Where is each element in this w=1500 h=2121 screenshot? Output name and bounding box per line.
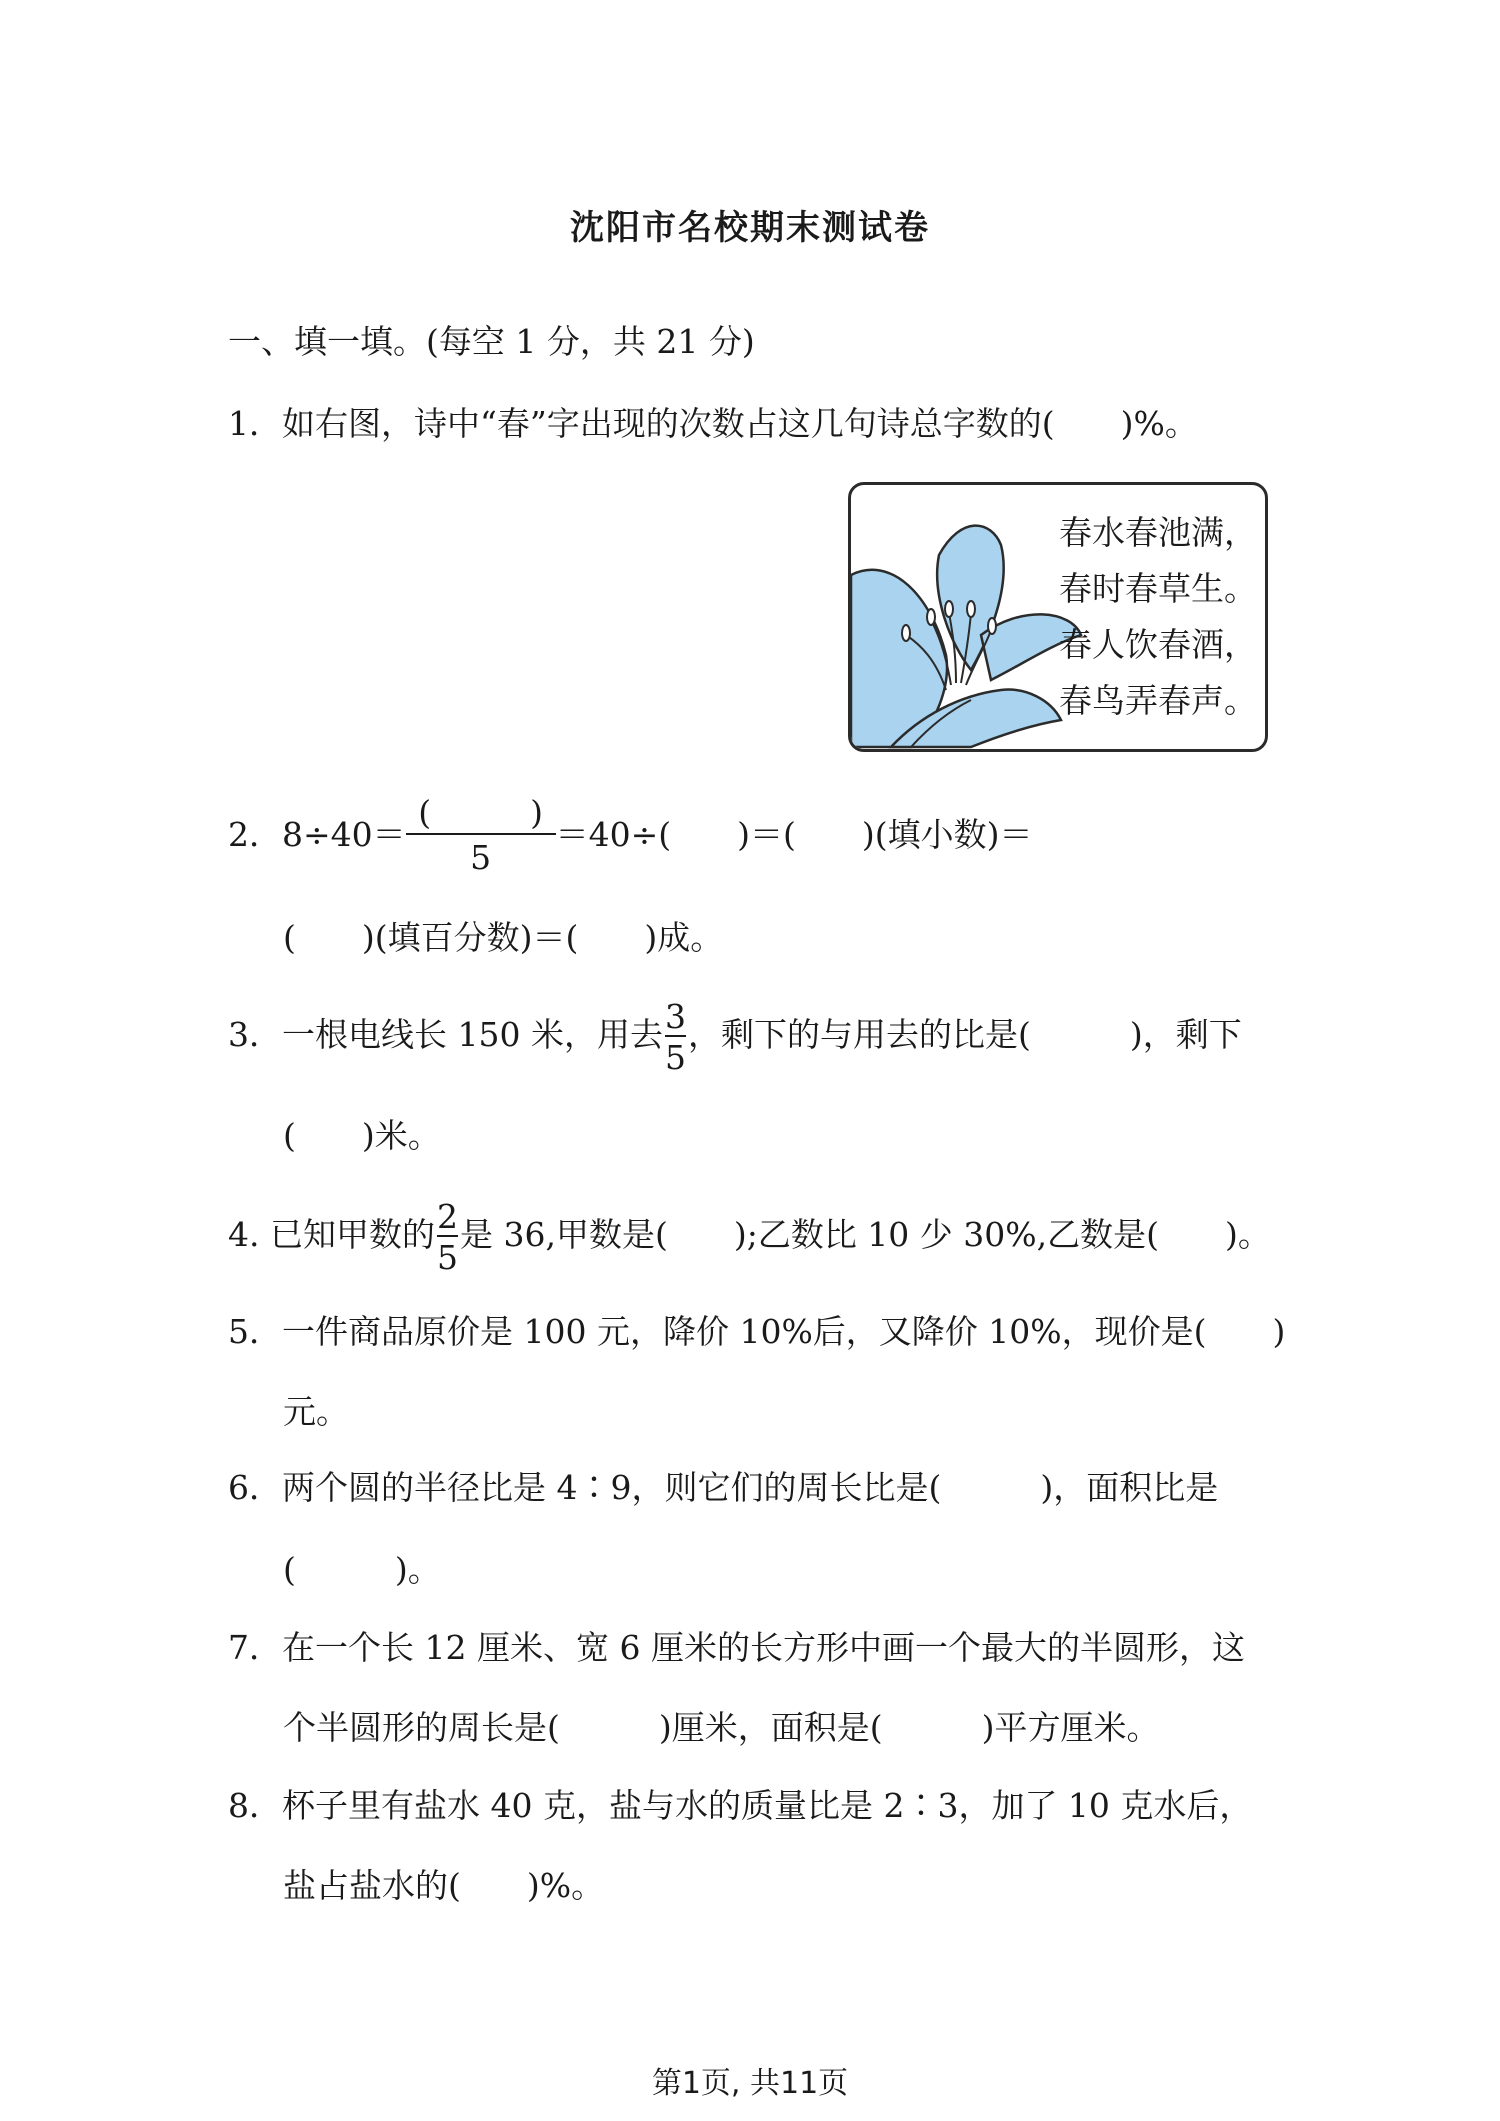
question-6-line-2: ( )。: [283, 1550, 441, 1589]
question-5-line-2: 元。: [283, 1392, 349, 1431]
question-6: 6．两个圆的半径比是 4∶9，则它们的周长比是( )，面积比是: [228, 1468, 1219, 1507]
question-7-line-2: 个半圆形的周长是( )厘米，面积是( )平方厘米。: [283, 1708, 1160, 1747]
q3-fraction-numerator: 3: [664, 997, 686, 1036]
question-8: 8．杯子里有盐水 40 克，盐与水的质量比是 2∶3，加了 10 克水后，: [228, 1786, 1253, 1825]
q2-fraction-numerator: ( ): [418, 793, 544, 832]
q4-fraction: [436, 1197, 458, 1277]
q4-text-a: 4. 已知甲数的: [228, 1215, 435, 1254]
q2-text-b: ＝40÷( )＝( )(填小数)＝: [555, 815, 1033, 854]
q3-fraction-denominator: 5: [665, 1035, 686, 1074]
poem-line: 春水春池满，: [1059, 513, 1257, 552]
q2-text-a: 2．8÷40＝: [228, 815, 406, 854]
question-7: 7．在一个长 12 厘米、宽 6 厘米的长方形中画一个最大的半圆形，这: [228, 1628, 1245, 1667]
question-5: 5．一件商品原价是 100 元，降价 10%后，又降价 10%，现价是( ): [228, 1312, 1286, 1351]
q2-fraction-denominator: 5: [406, 833, 556, 881]
q3-text-a: 3．一根电线长 150 米，用去: [228, 1015, 663, 1054]
q3-fraction: [664, 997, 686, 1077]
question-3: [228, 997, 1242, 1077]
section-heading: 一、填一填。(每空 1 分，共 21 分): [228, 322, 755, 361]
question-8-line-2: 盐占盐水的( )%。: [283, 1866, 605, 1905]
poem-line: 春时春草生。: [1059, 569, 1257, 608]
poem-line: 春鸟弄春声。: [1059, 681, 1257, 720]
q4-text-b: 是 36,甲数是( );乙数比 10 少 30%,乙数是( )。: [459, 1215, 1271, 1254]
question-3-line-2: ( )米。: [283, 1116, 441, 1155]
q4-fraction-numerator: 2: [436, 1197, 458, 1236]
question-4: [228, 1197, 1271, 1277]
question-2: [228, 790, 1033, 881]
poem-line: 春人饮春酒，: [1059, 625, 1257, 664]
poem-figure: [848, 482, 1268, 752]
q4-fraction-denominator: 5: [437, 1235, 458, 1274]
q3-text-b: ，剩下的与用去的比是( )，剩下: [687, 1015, 1242, 1054]
question-1: 1．如右图，诗中“春”字出现的次数占这几句诗总字数的( )%。: [228, 404, 1198, 443]
question-2-line-2: ( )(填百分数)＝( )成。: [283, 918, 724, 957]
page-footer: 第1页, 共11页: [651, 2066, 849, 2101]
q2-fraction: [406, 793, 556, 881]
page-title: 沈阳市名校期末测试卷: [570, 208, 930, 248]
